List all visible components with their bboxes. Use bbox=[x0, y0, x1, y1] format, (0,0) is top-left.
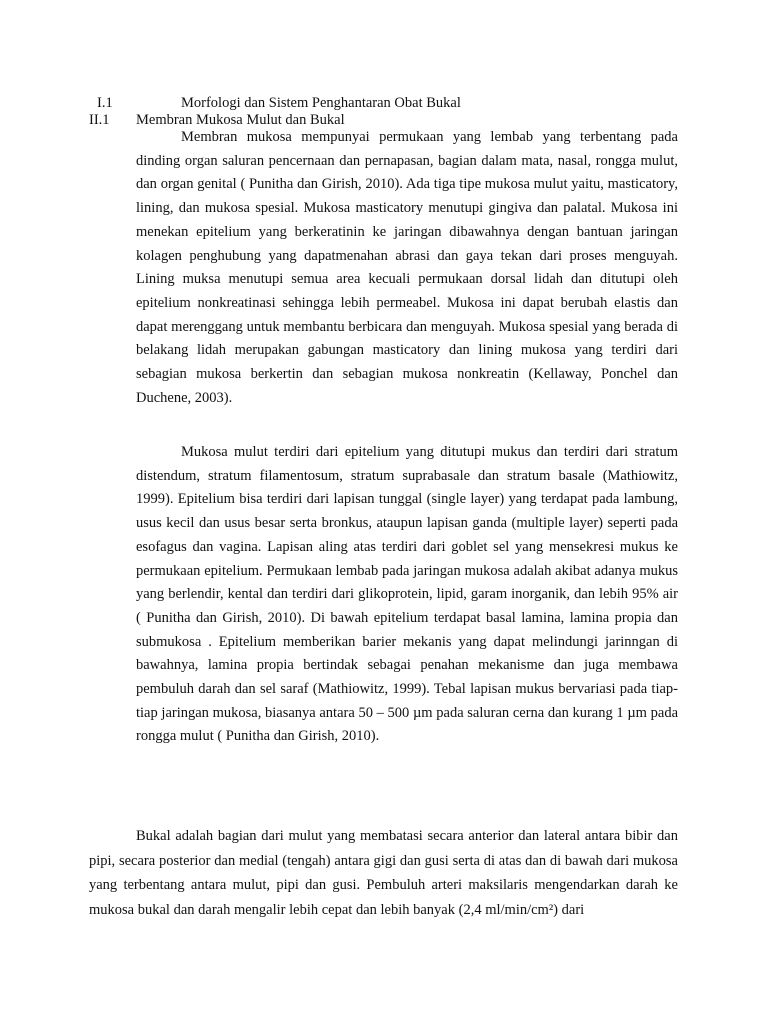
paragraph-mucosa-layers: Mukosa mulut terdiri dari epitelium yang ditutupi mukus dan terdiri dari stratum distendum, stratum filamentosum, stratum suprabasale dan stratum basale (Mathiowitz, 1999). Epitelium bisa terdiri dari lapisan tunggal (single layer) yang terdapat pada lambung, usus kecil dan usus besar serta bronkus, ataupun lapisan ganda (multiple layer) seperti pada esofagus dan vagina. Lapisan aling atas terdiri dari goblet sel yang mensekresi mukus ke permukaan epitelium. Permukaan lembab pada jaringan mukosa adalah akibat adanya mukus yang berlendir, kental dan terdiri dari glikoprotein, lipid, garam inorganik, dan lebih 95% air ( Punitha dan Girish, 2010). Di bawah epitelium terdapat basal lamina, lamina propia dan submukosa . Epitelium memberikan barier mekanis yang dapat melindungi jarinngan di bawahnya, lamina propia bertindak sebagai penahan mekanisme dan juga membawa pembuluh darah dan sel saraf (Mathiowitz, 1999). Tebal lapisan mukus bervariasi pada tiap-tiap jaringan mukosa, biasanya antara 50 – 500 µm pada saluran cerna dan kurang 1 µm pada rongga mulut ( Punitha dan Girish, 2010). bbox=[136, 444, 678, 745]
section-title: Morfologi dan Sistem Penghantaran Obat Bukal bbox=[181, 95, 461, 111]
paragraph-buccal: Bukal adalah bagian dari mulut yang membatasi secara anterior dan lateral antara bibir dan pipi, secara posterior dan medial (tengah) antara gigi dan gusi serta di atas dan di bawah dari mukosa yang terbentang antara mulut, pipi dan gusi. Pembuluh arteri maksilaris mengendarkan darah ke mukosa bukal dan darah mengalir lebih cepat dan lebih banyak (2,4 ml/min/cm²) dari bbox=[89, 828, 678, 918]
section-title: Membran Mukosa Mulut dan Bukal bbox=[136, 112, 345, 128]
section-number: I.1 bbox=[97, 95, 113, 111]
section-number: II.1 bbox=[89, 112, 110, 128]
paragraph-mucosa-types: Membran mukosa mempunyai permukaan yang lembab yang terbentang pada dinding organ saluran pencernaan dan pernapasan, bagian dalam mata, nasal, rongga mulut, dan organ genital ( Punitha dan Girish, 2010). Ada tiga tipe mukosa mulut yaitu, masticatory, lining, dan mukosa spesial. Mukosa masticatory menutupi gingiva dan palatal. Mukosa ini menekan epitelium yang berkeratinin ke jaringan dibawahnya dengan bantuan jaringan kolagen penghubung yang dapatmenahan abrasi dan gaya tekan dari proses menguyah. Lining muksa menutupi semua area kecuali permukaan dorsal lidah dan ditutupi oleh epitelium nonkreatinasi sehingga lebih permeabel. Mukosa ini dapat berubah elastis dan dapat merenggang untuk membantu berbicara dan menguyah. Mukosa spesial yang berada di belakang lidah merupakan gabungan masticatory dan lining mukosa yang terdiri dari sebagian mukosa berkertin dan sebagian mukosa nonkreatin (Kellaway, Ponchel dan Duchene, 2003). bbox=[136, 129, 678, 406]
